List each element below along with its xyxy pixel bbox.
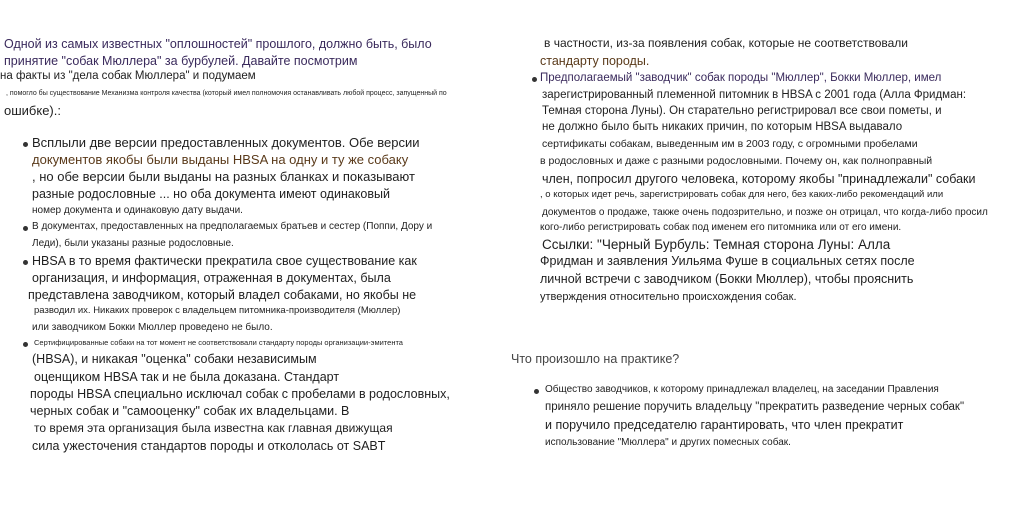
bullet-5-line: , о которых идет речь, зарегистрировать собак для него, без каких-либо рекомендаций или [540,189,944,200]
bullet-6-line: приняло решение поручить владельцу "прекратить разведение черных собак" [545,401,965,413]
bullet-5-line: Предполагаемый "заводчик" собак породы "Мюллер", Бокки Мюллер, имел [540,72,942,84]
bullet-4-line: (HBSA), и никакая "оценка" собаки независимым [32,352,317,366]
bullet-5-line: в родословных и даже с разными родословными. Почему он, как полноправный [540,155,933,167]
bullet-5-line: Темная сторона Луны). Он старательно регистрировал все свои пометы, и [542,105,942,117]
bullet-4-line: породы HBSA специально исключал собак с пробелами в родословных, [30,387,450,401]
continuation-line: в частности, из-за появления собак, которые не соответствовали [544,36,909,50]
bullet-5-line: сертификаты собакам, выведенным им в 2003 году, с огромными пробелами [542,138,918,150]
bullet-5-line: личной встречи с заводчиком (Бокки Мюллер), чтобы прояснить [540,272,914,286]
bullet-3-line: или заводчиком Бокки Мюллер проведено не было. [32,322,273,333]
bullet-4-line: оценщиком HBSA так и не была доказана. Стандарт [34,370,340,384]
bullet-4-line: Сертифицированные собаки на тот момент не соответствовали стандарту породы организации-эмитента [34,338,403,347]
bullet-icon [23,142,28,147]
bullet-3-line: организация, и информация, отраженная в документах, была [32,271,391,285]
intro-line: ошибке).: [4,103,61,118]
bullet-icon [532,77,537,82]
bullet-icon [23,342,28,347]
bullet-2-line: В документах, предоставленных на предполагаемых братьев и сестер (Поппи, Дору и [32,221,433,232]
bullet-6-line: и поручило председателю гарантировать, что член прекратит [545,418,904,432]
bullet-5-line: не должно было быть никаких причин, по которым HBSA выдавало [542,121,903,133]
intro-line: , помогло бы существование Механизма контроля качества (который имел полномочия останавливать любой процесс, запущенный по [6,90,447,97]
bullet-5-line: член, попросил другого человека, которому якобы "принадлежали" собаки [542,172,976,186]
bullet-icon [534,389,539,394]
bullet-4-line: сила ужесточения стандартов породы и откололась от SABT [32,439,386,453]
section-heading: Что произошло на практике? [511,352,680,366]
bullet-1-line: разные родословные ... но оба документа имеют одинаковый [32,187,390,201]
bullet-2-line: Леди), были указаны разные родословные. [32,238,234,249]
bullet-1-line: Всплыли две версии предоставленных документов. Обе версии [32,135,420,150]
bullet-icon [23,260,28,265]
bullet-4-line: черных собак и "самооценку" собак их владельцами. В [30,404,350,418]
bullet-5-line: Фридман и заявления Уильяма Фуше в социальных сетях после [540,254,915,268]
bullet-1-line: документов якобы были выданы HBSA на одну и ту же собаку [32,152,409,167]
bullet-5-line: Ссылки: "Черный Бурбуль: Темная сторона Луны: Алла [542,237,891,252]
bullet-3-line: HBSA в то время фактически прекратила свое существование как [32,254,417,268]
bullet-1-line: номер документа и одинаковую дату выдачи. [32,205,243,216]
bullet-6-line: использование "Мюллера" и других помесных собак. [545,437,791,448]
bullet-icon [23,226,28,231]
bullet-6-line: Общество заводчиков, к которому принадлежал владелец, на заседании Правления [545,384,939,395]
intro-line: Одной из самых известных "оплошностей" прошлого, должно быть, было [4,37,432,51]
bullet-1-line: , но обе версии были выданы на разных бланках и показывают [32,169,415,184]
bullet-5-line: зарегистрированный племенной питомник в HBSA с 2001 года (Алла Фридман: [542,89,967,101]
bullet-5-line: кого-либо регистрировать собак под именем его питомника или от его имени. [540,222,902,233]
bullet-5-line: утверждения относительно происхождения собак. [540,291,797,303]
continuation-line: стандарту породы. [540,54,650,68]
intro-line: на факты из "дела собак Мюллера" и подумаем [0,70,256,82]
bullet-4-line: то время эта организация была известна как главная движущая [34,421,393,435]
intro-line: принятие "собак Мюллера" за бурбулей. Давайте посмотрим [4,54,358,68]
bullet-3-line: представлена заводчиком, который владел собаками, но якобы не [28,288,417,302]
bullet-3-line: разводил их. Никаких проверок с владельцем питомника-производителя (Мюллер) [34,305,401,316]
bullet-5-line: документов о продаже, также очень подозрительно, и позже он отрицал, что когда-либо просил [542,207,988,218]
